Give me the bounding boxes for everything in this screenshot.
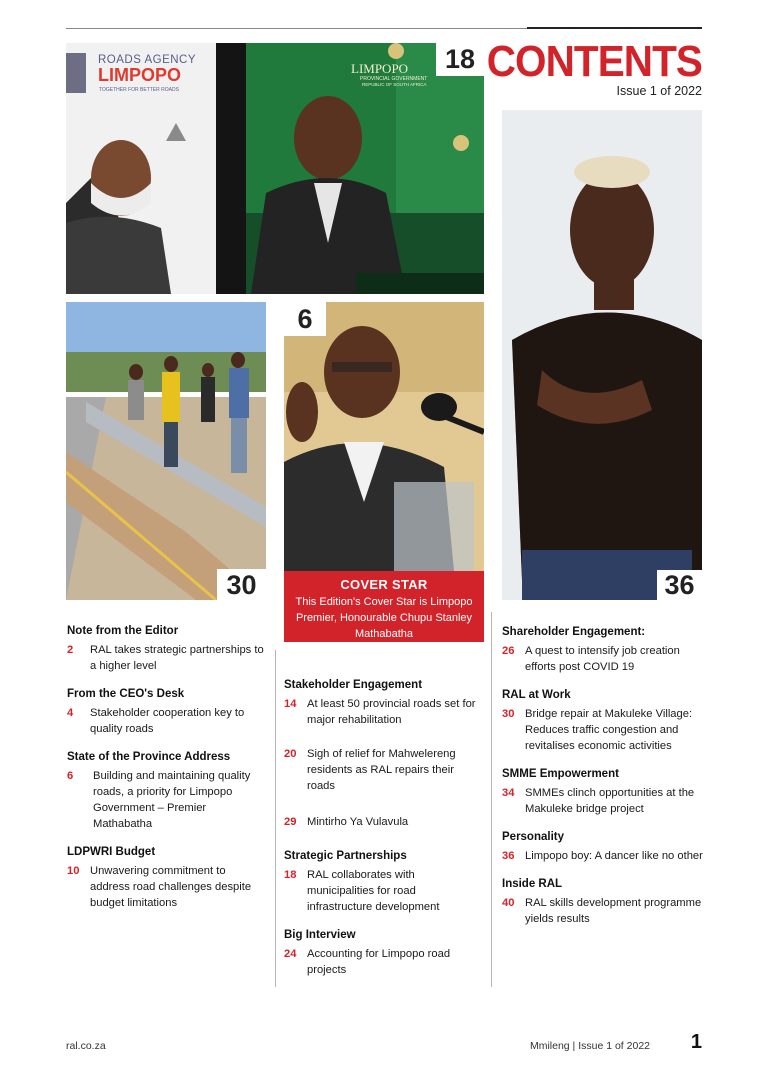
toc-entry-title: RAL skills development programme yields results (525, 897, 702, 925)
banner-provincial: PROVINCIAL GOVERNMENT (360, 76, 428, 82)
toc-entry[interactable] (284, 946, 480, 978)
toc-section-ral-at-work (502, 689, 704, 754)
toc-column-right (502, 626, 704, 941)
footer-publication: Mmileng | Issue 1 of 2022 (529, 1040, 650, 1052)
section-heading: Stakeholder Engagement (284, 679, 423, 691)
toc-entry[interactable] (284, 696, 480, 728)
section-heading: Shareholder Engagement: (502, 626, 646, 638)
section-heading: SMME Empowerment (502, 768, 619, 780)
contents-title: CONTENTS (486, 37, 702, 86)
toc-entry[interactable] (284, 867, 480, 915)
sign-agency-top: ROADS AGENCY (98, 54, 197, 66)
page-marker-6: 6 (284, 302, 326, 336)
toc-entry-title: SMMEs clinch opportunities at the Makuleke bridge project (525, 787, 695, 815)
column-divider-right (491, 612, 492, 987)
toc-entry-title: RAL takes strategic partnerships to a higher level (90, 644, 264, 672)
section-heading: Note from the Editor (67, 625, 179, 637)
toc-entry-title: RAL collaborates with municipalities for road infrastructure development (307, 869, 440, 913)
toc-section-stakeholder (284, 679, 480, 830)
toc-entry-title: Bridge repair at Makuleke Village: Reduces traffic congestion and revitalises economic activities (525, 708, 693, 752)
toc-entry[interactable] (67, 768, 265, 832)
photo-personality (502, 110, 702, 600)
photo-cover-star (284, 302, 484, 571)
toc-section-partnerships (284, 850, 480, 915)
column-divider-left (275, 650, 276, 987)
sign-agency-tagline: TOGETHER FOR BETTER ROADS (99, 87, 179, 93)
toc-entry-title: Limpopo boy: A dancer like no other (525, 850, 703, 862)
toc-section-ceo (67, 688, 265, 737)
toc-entry[interactable] (502, 785, 704, 817)
toc-page-number: 29 (284, 816, 297, 828)
toc-column-left (67, 625, 265, 925)
toc-entry-title: Building and maintaining quality roads, a priority for Limpopo Government – Premier Mathabatha (93, 770, 251, 830)
toc-section-budget (67, 846, 265, 911)
toc-page-number: 36 (502, 850, 515, 862)
toc-entry-title: A quest to intensify job creation efforts post COVID 19 (525, 645, 680, 673)
section-heading: From the CEO's Desk (67, 688, 185, 700)
footer-page-number: 1 (690, 1031, 702, 1053)
toc-page-number: 30 (502, 708, 515, 720)
toc-page-number: 6 (67, 770, 74, 782)
toc-page-number: 34 (502, 787, 515, 799)
toc-section-sopa (67, 751, 265, 832)
toc-entry-title: Mintirho Ya Vulavula (307, 816, 409, 828)
toc-entry[interactable] (284, 814, 480, 830)
section-heading: RAL at Work (502, 689, 571, 701)
banner-limpopo: LIMPOPO (351, 61, 409, 76)
toc-entry[interactable] (67, 705, 265, 737)
section-heading: Personality (502, 831, 564, 843)
toc-entry[interactable] (502, 895, 704, 927)
top-rule-accent (527, 27, 702, 29)
banner-republic: REPUBLIC OF SOUTH AFRICA (362, 82, 427, 87)
photo-event-briefing (66, 43, 484, 294)
toc-entry[interactable] (502, 706, 704, 754)
toc-section-inside-ral (502, 878, 704, 927)
issue-label: Issue 1 of 2022 (616, 84, 702, 98)
toc-page-number: 4 (67, 707, 74, 719)
sign-agency-main: LIMPOPO (98, 65, 182, 85)
page-marker-30: 30 (217, 569, 266, 601)
photo-bridge-inspection (66, 302, 266, 600)
toc-entry[interactable] (502, 643, 704, 675)
toc-page-number: 2 (67, 644, 74, 656)
toc-entry-title: Stakeholder cooperation key to quality roads (90, 707, 245, 735)
toc-section-interview (284, 929, 480, 978)
toc-entry-title: Unwavering commitment to address road challenges despite budget limitations (90, 865, 252, 909)
page-marker-18: 18 (436, 43, 484, 76)
toc-section-smme (502, 768, 704, 817)
toc-entry-title: Sigh of relief for Mahwelereng residents as RAL repairs their roads (307, 748, 456, 792)
toc-column-middle (284, 679, 480, 992)
toc-page-number: 18 (284, 869, 297, 881)
section-heading: Strategic Partnerships (284, 850, 407, 862)
toc-page-number: 26 (502, 645, 515, 657)
toc-page-number: 10 (67, 865, 80, 877)
toc-page-number: 14 (284, 698, 297, 710)
toc-page-number: 40 (502, 897, 515, 909)
section-heading: State of the Province Address (67, 751, 231, 763)
footer-site[interactable]: ral.co.za (66, 1040, 106, 1052)
toc-section-personality (502, 831, 704, 864)
cover-star-heading: COVER STAR (340, 577, 428, 592)
toc-entry[interactable] (67, 642, 265, 674)
section-heading: Big Interview (284, 929, 356, 941)
toc-entry-title: At least 50 provincial roads set for major rehabilitation (307, 698, 476, 726)
toc-entry-title: Accounting for Limpopo road projects (307, 948, 451, 976)
toc-entry[interactable] (67, 863, 265, 911)
section-heading: Inside RAL (502, 878, 563, 890)
toc-section-shareholder (502, 626, 704, 675)
toc-entry[interactable] (284, 746, 480, 794)
toc-entry[interactable] (502, 848, 704, 864)
toc-page-number: 20 (284, 748, 297, 760)
toc-section-editor (67, 625, 265, 674)
toc-page-number: 24 (284, 948, 297, 960)
section-heading: LDPWRI Budget (67, 846, 156, 858)
cover-star-box (284, 571, 484, 642)
page-marker-36: 36 (657, 570, 702, 601)
cover-star-text: This Edition's Cover Star is Limpopo Premier, Honourable Chupu Stanley Mathabatha (295, 596, 473, 640)
